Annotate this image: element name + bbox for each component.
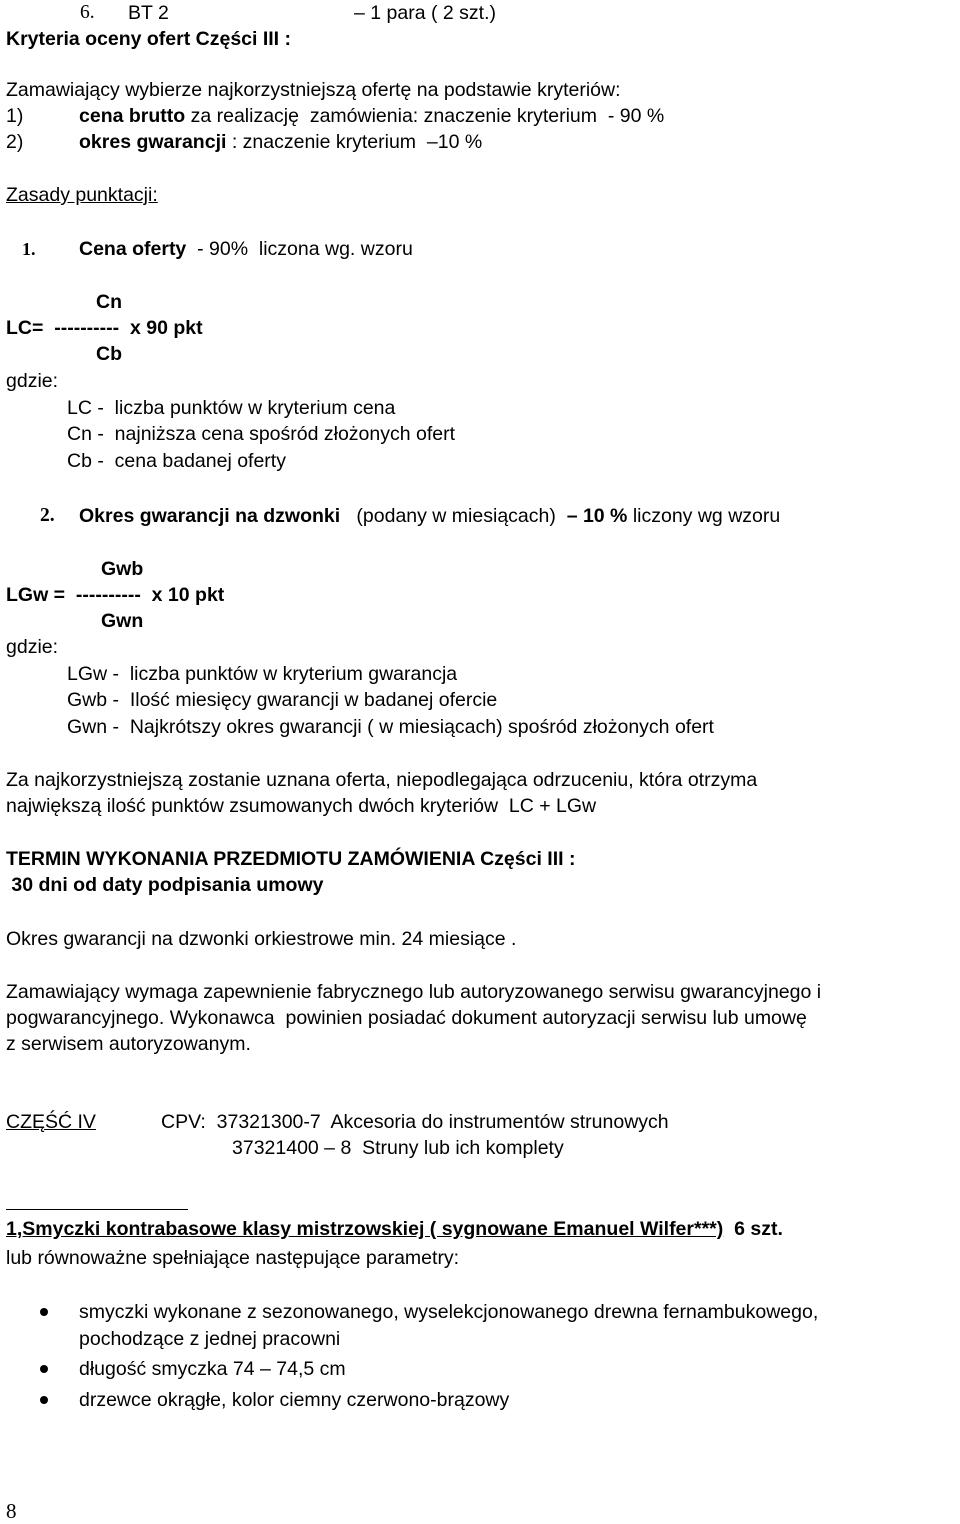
item1-bullet-1-line-2: pochodzące z jednej pracowni <box>79 1328 341 1350</box>
warranty-heading-bold: Okres gwarancji na dzwonki <box>79 505 341 527</box>
part4-cpv-2: 37321400 – 8 Struny lub ich komplety <box>232 1137 564 1159</box>
winner-line-2: największą ilość punktów zsumowanych dwóch kryteriów LC + LGw <box>6 795 597 817</box>
bullet-dot-icon <box>40 1365 48 1373</box>
criterion-2-bold: okres gwarancji <box>79 131 227 153</box>
price-def-2: Cn - najniższa cena spośród złożonych ofert <box>67 423 456 445</box>
price-heading <box>79 236 413 262</box>
criterion-1-rest: za realizację zamówienia: znaczenie kryterium - 90 % <box>185 105 665 127</box>
criteria-title: Kryteria oceny ofert Części III : <box>6 28 292 50</box>
price-def-3: Cb - cena badanej oferty <box>67 450 286 472</box>
item1-title: 1,Smyczki kontrabasowe klasy mistrzowskiej ( sygnowane Emanuel Wilfer***) <box>6 1218 724 1240</box>
criterion-1-bold: cena brutto <box>79 105 186 127</box>
criterion-2-num: 2) <box>6 131 24 153</box>
price-def-1: LC - liczba punktów w kryterium cena <box>67 397 396 419</box>
price-numerator: Cn <box>96 291 122 313</box>
part4-cpv-1: CPV: 37321300-7 Akcesoria do instrumentów strunowych <box>161 1111 669 1133</box>
service-line-3: z serwisem autoryzowanym. <box>6 1033 251 1055</box>
service-line-2: pogwarancyjnego. Wykonawca powinien posiadać dokument autoryzacji serwisu lub umowę <box>6 1007 807 1029</box>
term-value: 30 dni od daty podpisania umowy <box>6 874 324 896</box>
warranty-where: gdzie: <box>6 636 59 658</box>
price-heading-bold: Cena oferty <box>79 238 187 260</box>
page-number: 8 <box>6 1499 17 1523</box>
price-formula: LC= ---------- x 90 pkt <box>6 317 203 339</box>
item1-qty: 6 szt. <box>723 1218 783 1240</box>
warranty-def-2: Gwb - Ilość miesięcy gwarancji w badanej ofercie <box>67 689 498 711</box>
criterion-1-num: 1) <box>6 105 24 127</box>
item-code: BT 2 <box>128 2 169 24</box>
term-title: TERMIN WYKONANIA PRZEDMIOTU ZAMÓWIENIA Części III : <box>6 848 576 870</box>
warranty-def-1: LGw - liczba punktów w kryterium gwarancja <box>67 663 458 685</box>
item-quantity: – 1 para ( 2 szt.) <box>354 2 496 24</box>
warranty-heading <box>79 503 780 529</box>
criterion-2-rest: : znaczenie kryterium –10 % <box>226 131 483 153</box>
item1-bullet-3: drzewce okrągłe, kolor ciemny czerwono-brązowy <box>79 1389 510 1411</box>
warranty-heading-bold2: – 10 % <box>566 505 628 527</box>
separator-line <box>6 1209 188 1210</box>
item-number: 6. <box>80 2 95 23</box>
intro-text: Zamawiający wybierze najkorzystniejszą ofertę na podstawie kryteriów: <box>6 79 621 101</box>
warranty-denominator: Gwn <box>101 610 144 632</box>
item1-bullet-2: długość smyczka 74 – 74,5 cm <box>79 1358 346 1380</box>
warranty-formula: LGw = ---------- x 10 pkt <box>6 584 225 606</box>
item1-heading <box>6 1216 783 1242</box>
warranty-numerator: Gwb <box>101 558 144 580</box>
warranty-num: 2. <box>40 505 55 526</box>
part4-label: CZĘŚĆ IV <box>6 1111 96 1133</box>
warranty-heading-mid: (podany w miesiącach) <box>340 505 567 527</box>
bullet-dot-icon <box>40 1308 48 1316</box>
scoring-title: Zasady punktacji: <box>6 184 158 206</box>
price-heading-rest: - 90% liczona wg. wzoru <box>186 238 413 260</box>
item1-sub: lub równoważne spełniające następujące parametry: <box>6 1247 460 1269</box>
warranty-def-3: Gwn - Najkrótszy okres gwarancji ( w miesiącach) spośród złożonych ofert <box>67 716 714 738</box>
service-line-1: Zamawiający wymaga zapewnienie fabrycznego lub autoryzowanego serwisu gwarancyjnego i <box>6 981 822 1003</box>
min-warranty: Okres gwarancji na dzwonki orkiestrowe min. 24 miesiące . <box>6 928 517 950</box>
warranty-heading-rest: liczony wg wzoru <box>627 505 781 527</box>
price-num: 1. <box>22 239 36 259</box>
price-denominator: Cb <box>96 343 122 365</box>
price-where: gdzie: <box>6 370 59 392</box>
criterion-2 <box>79 129 482 155</box>
winner-line-1: Za najkorzystniejszą zostanie uznana oferta, niepodlegająca odrzuceniu, która otrzyma <box>6 769 758 791</box>
criterion-1 <box>79 103 664 129</box>
item1-bullet-1-line-1: smyczki wykonane z sezonowanego, wyselekcjonowanego drewna fernambukowego, <box>79 1301 819 1323</box>
bullet-dot-icon <box>40 1396 48 1404</box>
